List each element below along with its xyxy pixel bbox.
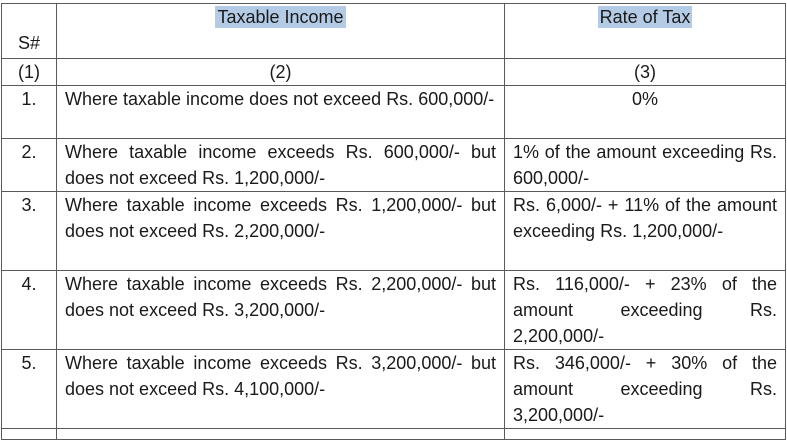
table-row bbox=[2, 86, 786, 139]
row-income-bracket: Where taxable income exceeds Rs. 2,200,000/- but does not exceed Rs. 3,200,000/- bbox=[57, 271, 505, 350]
row-serial: 2. bbox=[2, 139, 57, 192]
highlighted-heading: Rate of Tax bbox=[599, 7, 691, 27]
header-taxable-income bbox=[57, 4, 505, 59]
table-row bbox=[2, 271, 786, 350]
row-tax-rate: 1% of the amount exceeding Rs. 600,000/- bbox=[505, 139, 786, 192]
row-income-bracket: Where taxable income exceeds Rs. 3,200,000/- but does not exceed Rs. 4,100,000/- bbox=[57, 350, 505, 429]
header-rate-of-tax bbox=[505, 4, 786, 59]
column-number: (2) bbox=[57, 59, 505, 86]
row-serial: 4. bbox=[2, 271, 57, 350]
row-tax-rate: 0% bbox=[505, 86, 786, 139]
table-row bbox=[2, 350, 786, 429]
row-tax-rate: Rs. 6,000/- + 11% of the amount exceeding Rs. 1,200,000/- bbox=[505, 192, 786, 271]
column-number: (3) bbox=[505, 59, 786, 86]
highlighted-heading: Taxable Income bbox=[217, 7, 344, 27]
column-number: (1) bbox=[2, 59, 57, 86]
row-income-bracket: Where taxable income does not exceed Rs. 600,000/- bbox=[57, 86, 505, 139]
header-serial-number: S# bbox=[2, 4, 57, 59]
row-income-bracket: Where taxable income exceeds Rs. 1,200,000/- but does not exceed Rs. 2,200,000/- bbox=[57, 192, 505, 271]
row-income-bracket: Where taxable income exceeds Rs. 600,000/- but does not exceed Rs. 1,200,000/- bbox=[57, 139, 505, 192]
column-number-row bbox=[2, 59, 786, 86]
row-serial: 5. bbox=[2, 350, 57, 429]
header-row bbox=[2, 4, 786, 59]
row-tax-rate: Rs. 346,000/- + 30% of the amount exceeding Rs. 3,200,000/- bbox=[505, 350, 786, 429]
row-serial: 3. bbox=[2, 192, 57, 271]
table-row bbox=[2, 139, 786, 192]
row-serial: 1. bbox=[2, 86, 57, 139]
tax-rate-table bbox=[1, 3, 786, 440]
table-row bbox=[2, 192, 786, 271]
row-tax-rate: Rs. 116,000/- + 23% of the amount exceeding Rs. 2,200,000/- bbox=[505, 271, 786, 350]
